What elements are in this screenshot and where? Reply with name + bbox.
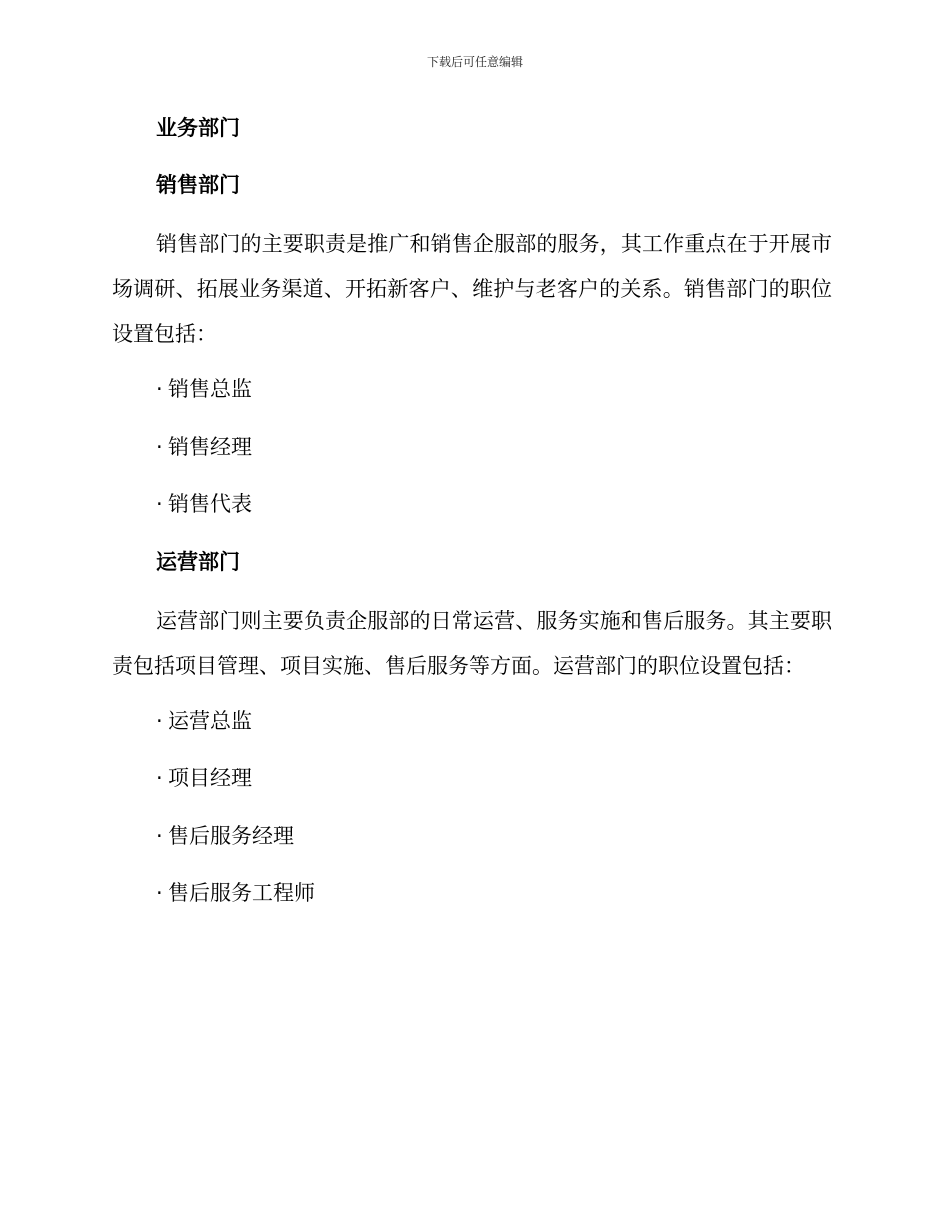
list-item xyxy=(112,873,832,913)
sales-positions-list xyxy=(112,369,832,524)
heading-business-department: 业务部门 xyxy=(156,116,240,140)
document-body xyxy=(112,108,832,931)
list-item xyxy=(112,701,832,741)
position-label: 运营总监 xyxy=(168,708,252,733)
list-item xyxy=(112,816,832,856)
position-label: 项目经理 xyxy=(168,766,252,790)
header-note: 下载后可任意编辑 xyxy=(426,55,523,69)
position-label: 售后服务经理 xyxy=(168,823,294,848)
bullet-dot: · xyxy=(156,377,163,401)
list-item xyxy=(112,369,832,409)
list-item xyxy=(112,758,832,798)
position-label: 销售总监 xyxy=(168,377,252,401)
operations-positions-list xyxy=(112,701,832,914)
bullet-dot: · xyxy=(156,708,163,733)
bullet-dot: · xyxy=(156,434,163,459)
bullet-dot: · xyxy=(156,823,163,848)
sales-paragraph: 销售部门的主要职责是推广和销售企服部的服务，其工作重点在于开展市场调研、拓展业务渠道、开拓新客户、维护与老客户的关系。销售部门的职位设置包括： xyxy=(112,232,832,346)
bullet-dot: · xyxy=(156,881,163,905)
bullet-dot: · xyxy=(156,492,163,516)
operations-paragraph: 运营部门则主要负责企服部的日常运营、服务实施和售后服务。其主要职责包括项目管理、项目实施、售后服务等方面。运营部门的职位设置包括： xyxy=(112,608,832,678)
position-label: 销售代表 xyxy=(168,492,252,516)
heading-operations-department: 运营部门 xyxy=(156,549,240,574)
heading-sales-department: 销售部门 xyxy=(156,173,240,197)
list-item xyxy=(112,427,832,467)
position-label: 销售经理 xyxy=(168,434,252,459)
position-label: 售后服务工程师 xyxy=(168,881,315,905)
list-item xyxy=(112,484,832,524)
bullet-dot: · xyxy=(156,766,163,790)
